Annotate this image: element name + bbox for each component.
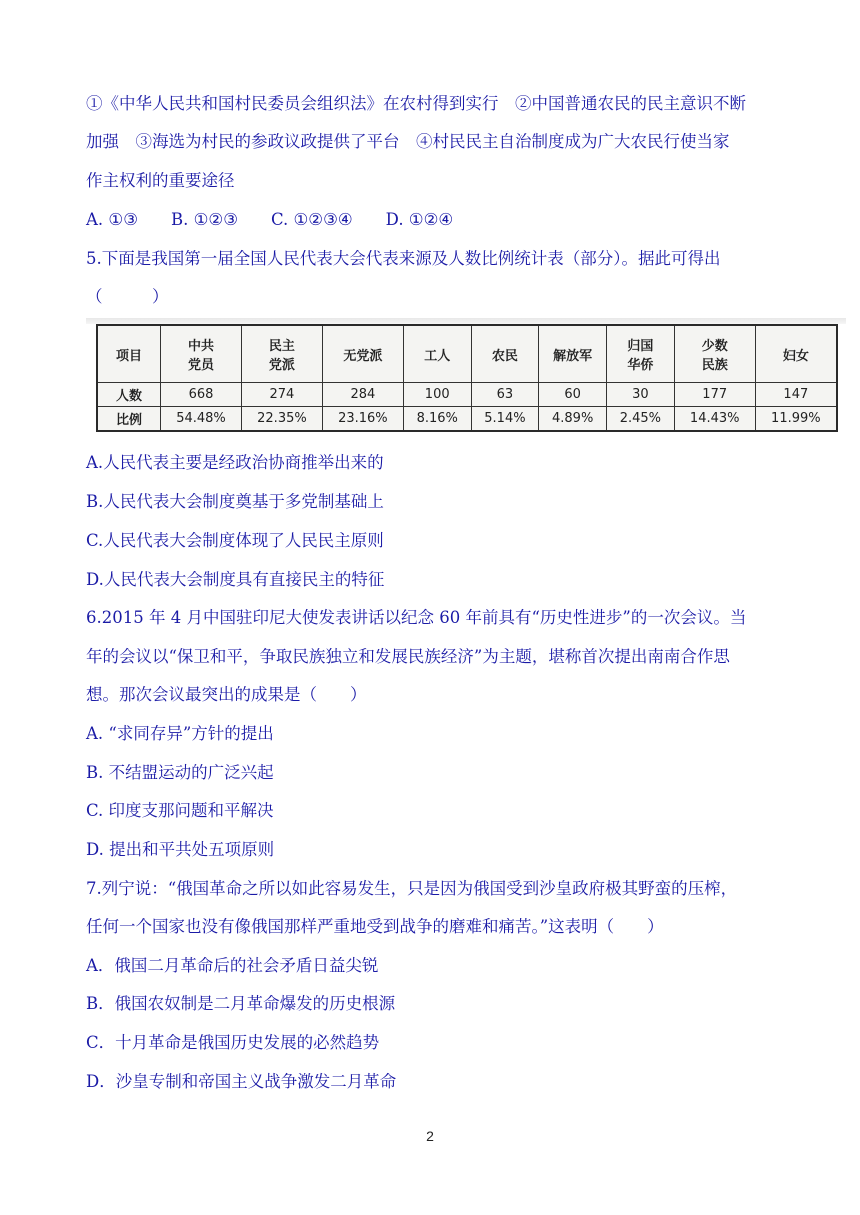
q5-option-a: A.人民代表主要是经政治协商推举出来的 bbox=[86, 453, 384, 472]
table-cell: 100 bbox=[403, 383, 471, 407]
delegate-table bbox=[96, 324, 838, 432]
table-row-ratios bbox=[97, 407, 837, 432]
table-cell: 177 bbox=[674, 383, 755, 407]
table-cell: 14.43% bbox=[674, 407, 755, 432]
table-header-cell: 工人 bbox=[403, 325, 471, 383]
table-cell: 147 bbox=[755, 383, 837, 407]
table-header-cell: 少数 民族 bbox=[674, 325, 755, 383]
table-cell: 8.16% bbox=[403, 407, 471, 432]
table-cell: 人数 bbox=[97, 383, 161, 407]
table-header-cell: 中共 党员 bbox=[161, 325, 242, 383]
table-cell: 30 bbox=[607, 383, 675, 407]
q6-option-c: C. 印度支那问题和平解决 bbox=[86, 801, 274, 820]
q6-stem-line-2: 年的会议以“保卫和平，争取民族独立和发展民族经济”为主题，堪称首次提出南南合作思 bbox=[86, 647, 730, 666]
option-statements-line-2: 加强 ③海选为村民的参政议政提供了平台 ④村民民主自治制度成为广大农民行使当家 bbox=[86, 132, 730, 151]
q5-option-d: D.人民代表大会制度具有直接民主的特征 bbox=[86, 570, 385, 589]
option-statements-line-3: 作主权利的重要途径 bbox=[86, 171, 235, 190]
q7-option-c: C．十月革命是俄国历史发展的必然趋势 bbox=[86, 1033, 380, 1052]
q6-option-b: B. 不结盟运动的广泛兴起 bbox=[86, 763, 274, 782]
table-row-counts bbox=[97, 383, 837, 407]
table-cell: 5.14% bbox=[471, 407, 539, 432]
table-header-cell: 解放军 bbox=[539, 325, 607, 383]
page-number: 2 bbox=[426, 1128, 434, 1144]
table-cell: 284 bbox=[322, 383, 403, 407]
table-cell: 23.16% bbox=[322, 407, 403, 432]
table-header-cell: 无党派 bbox=[322, 325, 403, 383]
table-cell: 274 bbox=[241, 383, 322, 407]
table-cell: 11.99% bbox=[755, 407, 837, 432]
table-cell: 54.48% bbox=[161, 407, 242, 432]
table-cell: 比例 bbox=[97, 407, 161, 432]
q6-option-d: D. 提出和平共处五项原则 bbox=[86, 840, 275, 859]
q4-choices: A. ①③ B. ①②③ C. ①②③④ D. ①②④ bbox=[86, 210, 454, 229]
table-cell: 4.89% bbox=[539, 407, 607, 432]
table-header-cell: 妇女 bbox=[755, 325, 837, 383]
table-header-cell: 归国 华侨 bbox=[607, 325, 675, 383]
q5-blank: （ ） bbox=[86, 287, 169, 306]
q5-stem: 5.下面是我国第一届全国人民代表大会代表来源及人数比例统计表（部分）。据此可得出 bbox=[86, 249, 721, 268]
table-header-cell: 民主 党派 bbox=[241, 325, 322, 383]
table-cell: 22.35% bbox=[241, 407, 322, 432]
table-cell: 63 bbox=[471, 383, 539, 407]
q7-stem-line-1: 7.列宁说：“俄国革命之所以如此容易发生，只是因为俄国受到沙皇政府极其野蛮的压榨， bbox=[86, 879, 738, 898]
table-cell: 60 bbox=[539, 383, 607, 407]
q5-option-c: C.人民代表大会制度体现了人民民主原则 bbox=[86, 531, 384, 550]
table-cell: 668 bbox=[161, 383, 242, 407]
q7-option-b: B．俄国农奴制是二月革命爆发的历史根源 bbox=[86, 994, 396, 1013]
q7-option-a: A．俄国二月革命后的社会矛盾日益尖锐 bbox=[86, 956, 379, 975]
table-header-cell: 农民 bbox=[471, 325, 539, 383]
table-header-row bbox=[97, 325, 837, 383]
q6-stem-line-1: 6.2015 年 4 月中国驻印尼大使发表讲话以纪念 60 年前具有“历史性进步”的一次会议。当 bbox=[86, 608, 747, 627]
q7-stem-line-2: 任何一个国家也没有像俄国那样严重地受到战争的磨难和痛苦。”这表明（ ） bbox=[86, 917, 664, 936]
table-header-cell: 项目 bbox=[97, 325, 161, 383]
q7-option-d: D．沙皇专制和帝国主义战争激发二月革命 bbox=[86, 1072, 397, 1091]
q5-option-b: B.人民代表大会制度奠基于多党制基础上 bbox=[86, 492, 384, 511]
q6-option-a: A. “求同存异”方针的提出 bbox=[86, 724, 274, 743]
q6-stem-line-3: 想。那次会议最突出的成果是（ ） bbox=[86, 685, 367, 704]
option-statements-line-1: ①《中华人民共和国村民委员会组织法》在农村得到实行 ②中国普通农民的民主意识不断 bbox=[86, 94, 746, 113]
table-cell: 2.45% bbox=[607, 407, 675, 432]
